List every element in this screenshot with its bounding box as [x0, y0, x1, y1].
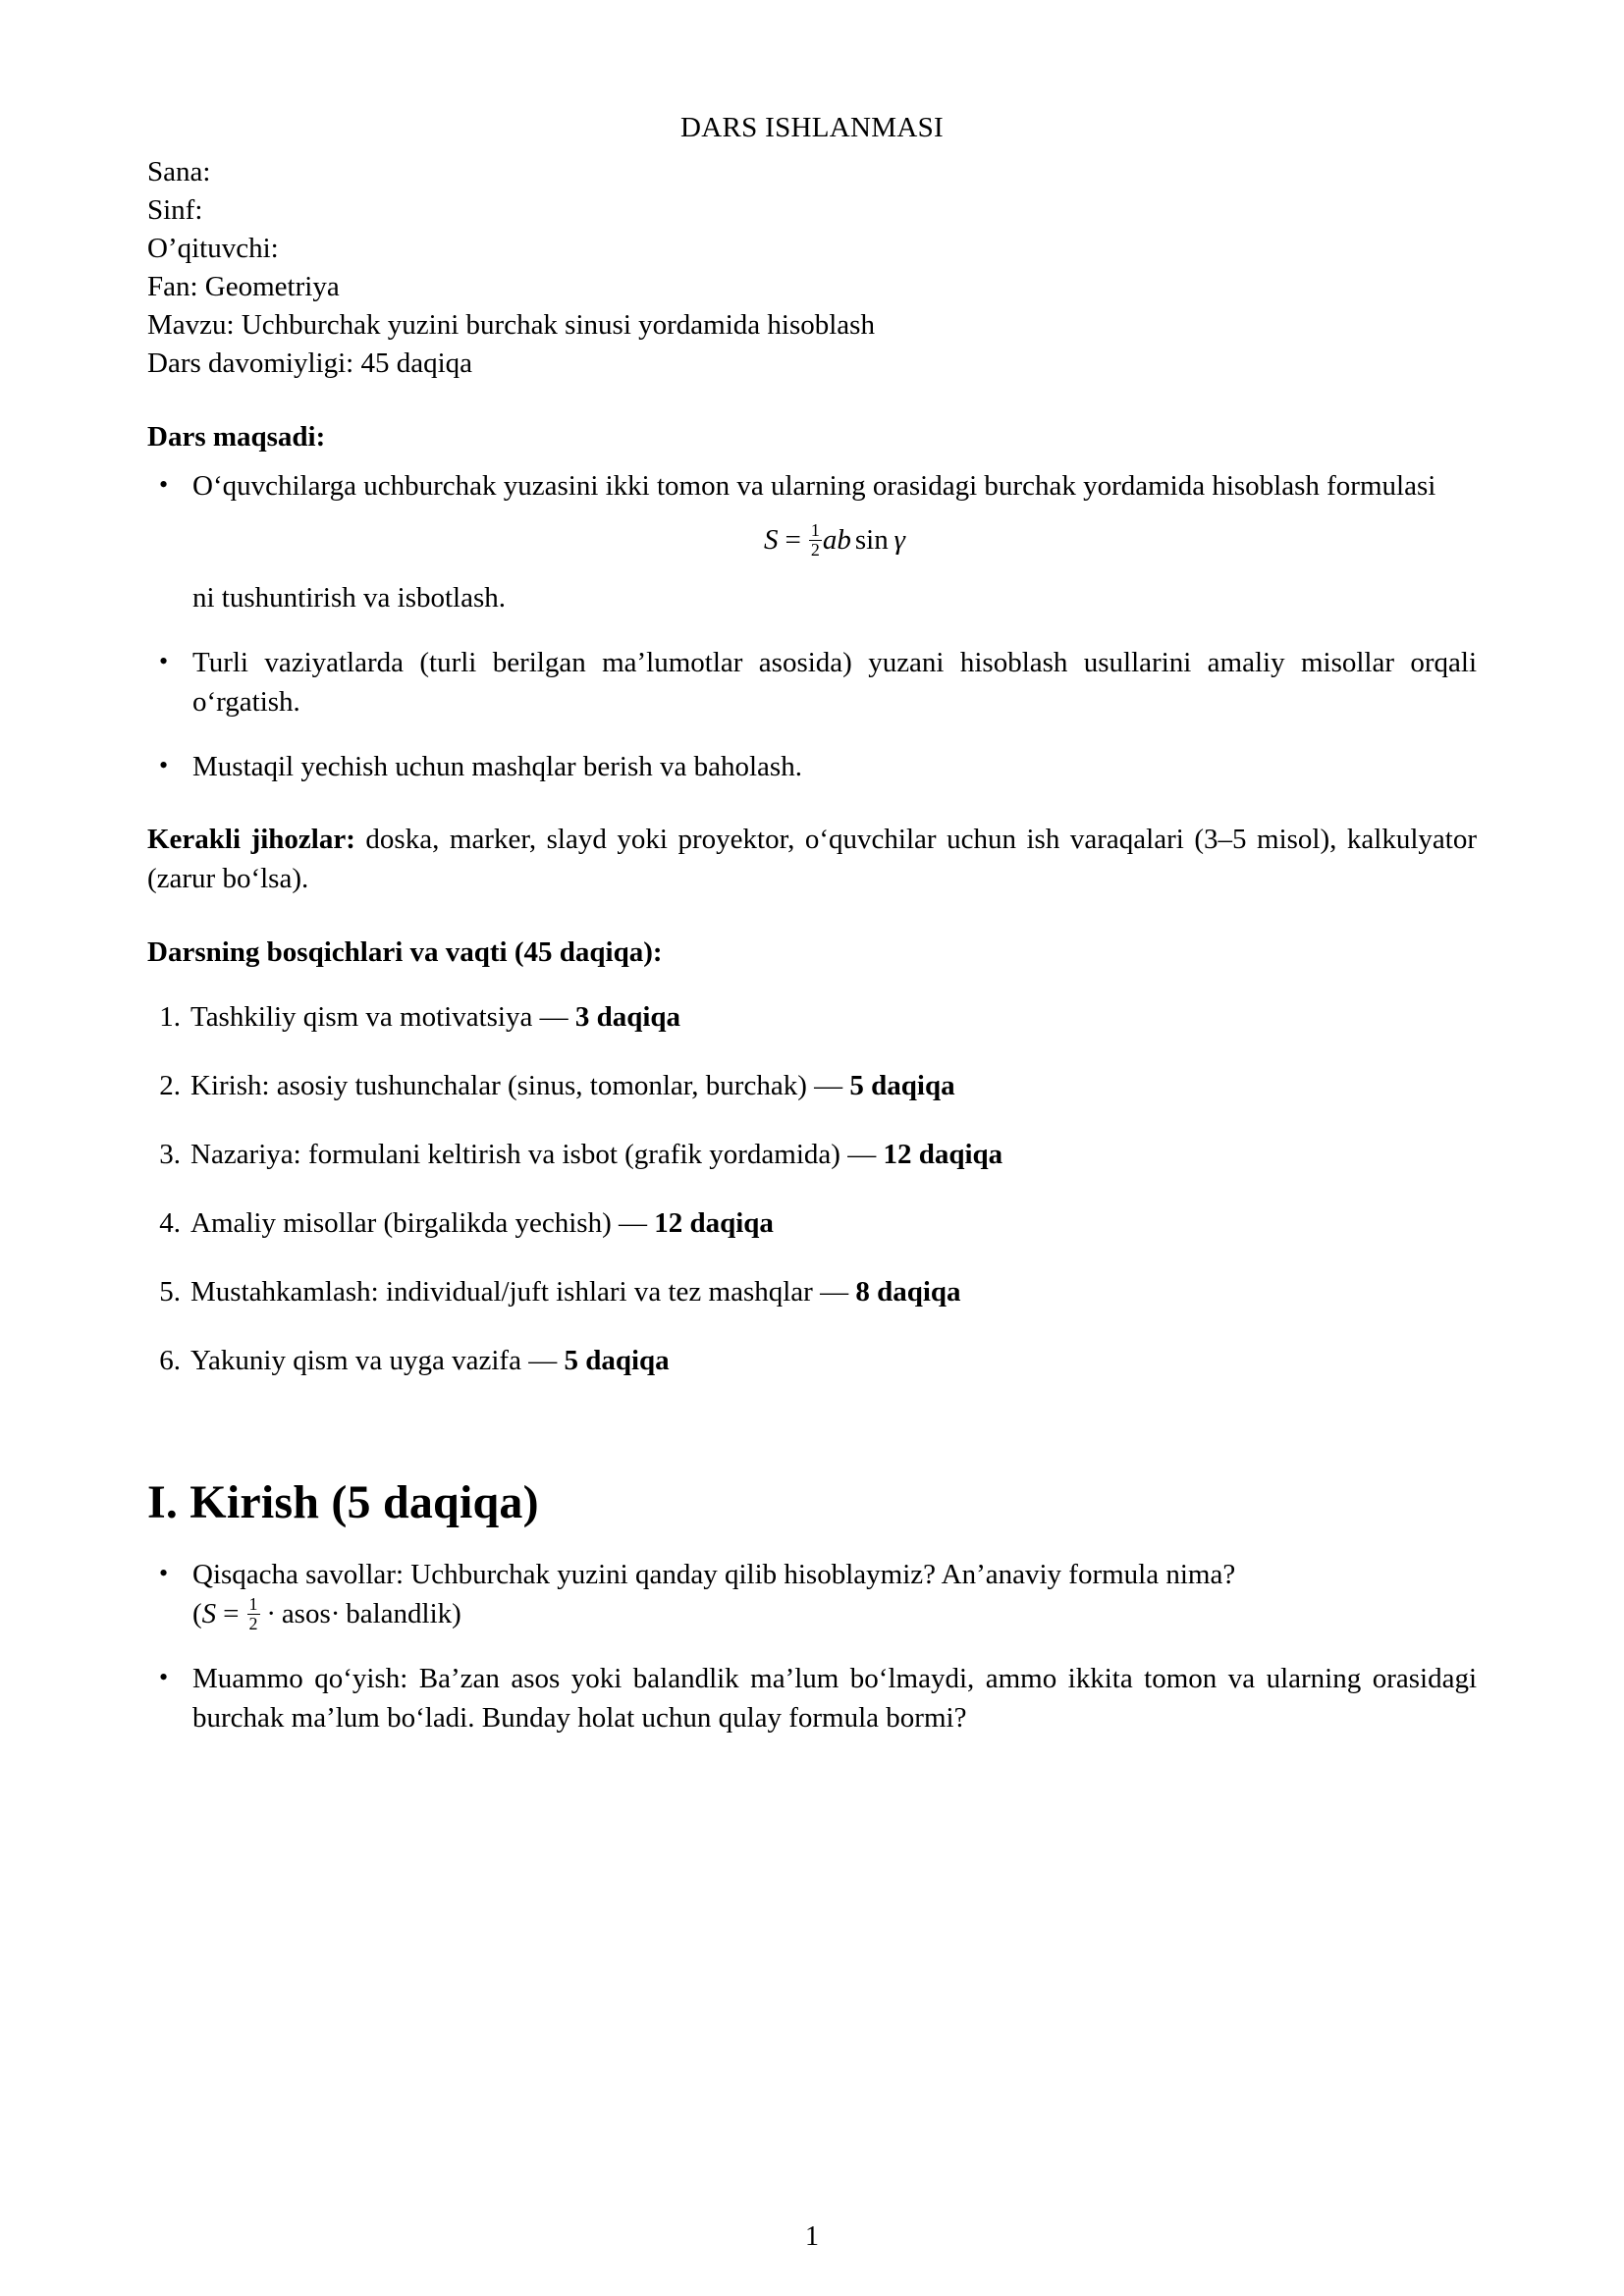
stage-item-6: [147, 1341, 1477, 1380]
objective-item-2: • Turli vaziyatlarda (turli berilgan ma’lumotlar asosida) yuzani hisoblash usullarini amaliy misollar orqali o‘rgatish.: [147, 643, 1477, 721]
stages-list: [147, 997, 1477, 1380]
formula-symbol-ab: ab: [822, 524, 851, 557]
stage-item-2-text: Kirish: asosiy tushunchalar (sinus, tomonlar, burchak) —: [190, 1070, 850, 1102]
stage-item-1: [147, 997, 1477, 1037]
stage-item-5-duration: 8 daqiqa: [855, 1276, 961, 1308]
formula2-fraction-numerator: 1: [248, 1593, 258, 1614]
stage-item-6-duration: 5 daqiqa: [564, 1345, 670, 1377]
formula2-fraction-denominator: 2: [248, 1613, 258, 1633]
formula-sin-operator: sin: [854, 524, 889, 557]
equipment-text: doska, marker, slayd yoki proyektor, o‘quvchilar uchun ish varaqalari (3–5 misol), kalkulyator (zarur bo‘lsa).: [147, 824, 1478, 895]
formula2-dot-1: ·: [266, 1597, 276, 1629]
stage-item-3-text: Nazariya: formulani keltirish va isbot (grafik yordamida) —: [190, 1139, 884, 1171]
stage-item-4-duration: 12 daqiqa: [654, 1207, 774, 1240]
kirish-bullet-2: • Muammo qo‘yish: Ba’zan asos yoki balandlik ma’lum bo‘lmaydi, ammo ikkita tomon va ularning orasidagi burchak ma’lum bo‘ladi. Bunday holat uchun qulay formula bormi?: [147, 1659, 1477, 1737]
page-number: 1: [805, 2221, 819, 2252]
meta-line-sinf: Sinf:: [147, 194, 203, 227]
stage-item-2-duration: 5 daqiqa: [849, 1070, 955, 1102]
formula-close-paren: ): [452, 1597, 461, 1629]
formula-symbol-gamma: γ: [893, 524, 905, 557]
stage-item-1-text: Tashkiliy qism va motivatsiya —: [190, 1001, 575, 1034]
objectives-list: [147, 466, 1477, 786]
objective-item-1-tail: ni tushuntirish va isbotlash.: [192, 582, 506, 614]
metadata-block: [147, 153, 1477, 383]
formula2-balandlik: balandlik: [346, 1597, 453, 1629]
objectives-heading: Dars maqsadi:: [147, 421, 326, 454]
stage-item-4-text: Amaliy misollar (birgalikda yechish) —: [190, 1207, 655, 1240]
objective-item-3: • Mustaqil yechish uchun mashqlar berish va baholash.: [147, 747, 1477, 786]
stage-item-2: [147, 1066, 1477, 1105]
formula-open-paren: (: [192, 1597, 202, 1629]
meta-line-davomiyligi: Dars davomiyligi: 45 daqiqa: [147, 347, 473, 380]
traditional-area-formula: [192, 1593, 461, 1633]
formula2-symbol-S: S: [201, 1597, 217, 1629]
meta-line-sana: Sana:: [147, 156, 211, 188]
formula2-asos: asos: [281, 1597, 331, 1629]
objective-item-1-text: O‘quvchilarga uchburchak yuzasini ikki tomon va ularning orasidagi burchak yordamida hisoblash formulasi: [192, 470, 1436, 503]
meta-line-fan: Fan: Geometriya: [147, 271, 340, 303]
area-formula-display: [192, 517, 1477, 562]
stage-item-3: [147, 1135, 1477, 1174]
stages-heading: Darsning bosqichlari va vaqti (45 daqiqa):: [147, 936, 663, 969]
section-heading-kirish: I. Kirish (5 daqiqa): [147, 1476, 539, 1529]
meta-line-oqituvchi: O’qituvchi:: [147, 233, 279, 265]
kirish-bullet-1-text: Qisqacha savollar: Uchburchak yuzini qanday qilib hisoblaymiz? An’anaviy formula nima?: [192, 1558, 1236, 1590]
meta-line-mavzu: Mavzu: Uchburchak yuzini burchak sinusi yordamida hisoblash: [147, 309, 875, 342]
formula2-dot-2: ·: [330, 1597, 341, 1629]
formula-fraction-numerator: 1: [810, 520, 820, 541]
stage-item-5-text: Mustahkamlash: individual/juft ishlari va tez mashqlar —: [190, 1276, 856, 1308]
stage-item-4: [147, 1203, 1477, 1243]
formula2-equals: =: [223, 1597, 240, 1629]
kirish-bullet-1: [147, 1555, 1477, 1633]
formula-symbol-S: S: [764, 524, 779, 557]
stage-item-6-text: Yakuniy qism va uyga vazifa —: [190, 1345, 565, 1377]
equipment-label: Kerakli jihozlar:: [147, 824, 355, 856]
stage-item-5: [147, 1272, 1477, 1311]
equipment-paragraph: [147, 820, 1477, 898]
kirish-bullet-list: [147, 1555, 1477, 1737]
objective-item-1: [147, 466, 1477, 617]
formula-equals: =: [785, 524, 801, 557]
document-content: [147, 110, 1477, 1737]
stage-item-1-duration: 3 daqiqa: [574, 1001, 681, 1034]
formula-fraction-half: [809, 521, 822, 560]
formula2-fraction-half: [247, 1595, 260, 1633]
document-title: DARS ISHLANMASI: [680, 112, 944, 143]
stage-item-3-duration: 12 daqiqa: [883, 1139, 1003, 1171]
formula-fraction-denominator: 2: [810, 540, 820, 561]
